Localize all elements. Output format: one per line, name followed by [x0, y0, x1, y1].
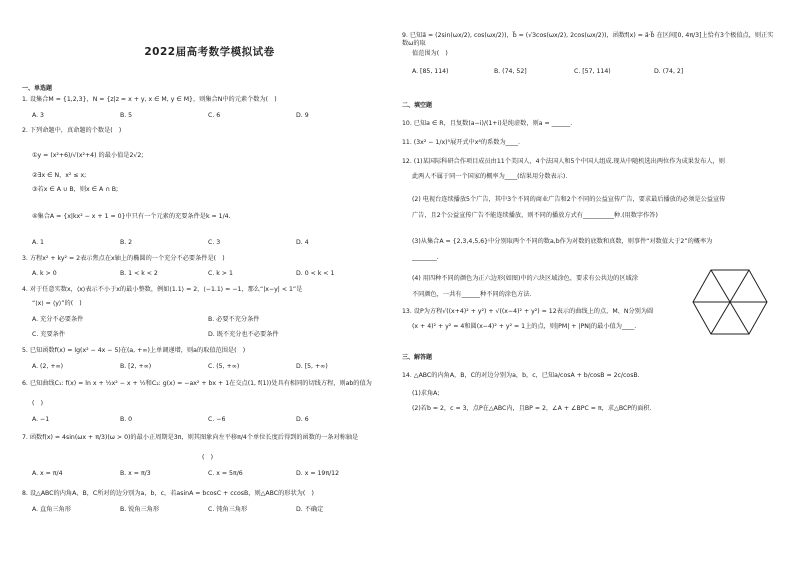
- section-fill-in: 二、填空题: [402, 102, 433, 109]
- question-12-part2: (2) 电视台连续播放5个广告，其中3个不同的商业广告和2个不同的公益宣传广告，要求最后播放的必须是公益宣传: [412, 196, 726, 203]
- question-7-cont: ( ): [202, 454, 214, 461]
- question-9: 9. 已知a⃗ = (2sin(ωx/2), cos(ωx/2))，b⃗ = (√3cos(ωx/2), 2cos(ωx/2))，函数f(x) = a⃗·b⃗ 在区间[0, 4π/3]上恰有3个极值点，则正实数ω的取: [402, 32, 774, 47]
- question-4: 4. 对于任意实数x，⟨x⟩表示不小于x的最小整数，例如⟨1.1⟩ = 2，⟨−1.1⟩ = −1，那么“|x−y| < 1”是: [22, 286, 303, 293]
- question-14: 14. △ABC的内角A，B，C的对边分别为a，b，c，已知a/cosA + b/cosB = 2c/cosB.: [402, 372, 640, 379]
- question-12-part4: (4) 用四种不同的颜色为正六边形(如图)中的六块区域涂色，要求有公共边的区域涂: [412, 275, 638, 282]
- question-12-part4-cont: 不同颜色，一共有______种不同的涂色方法.: [412, 291, 532, 298]
- question-12-part1: 12. (1)某国际科研合作项目成员由11个美国人，4个法国人和5个中国人组成.现从中随机选出两位作为成果发布人，则: [402, 158, 725, 165]
- q9-option-b: B. (74, 52]: [494, 68, 527, 75]
- q1-option-d: D. 9: [296, 112, 309, 119]
- question-12-part2-cont: 广告，且2个公益宣传广告不能连续播放，则不同的播放方式有__________种.(用数字作答): [412, 212, 658, 219]
- q5-option-c: C. (5, +∞): [208, 363, 240, 370]
- q9-option-d: D. (74, 2]: [654, 68, 684, 75]
- q2-option-c: C. 3: [208, 239, 221, 246]
- question-5: 5. 已知函数f(x) = lg(x² − 4x − 5)在(a, +∞)上单调递增，则a的取值范围是( ): [22, 347, 246, 354]
- question-7: 7. 函数f(x) = 4sin(ωx + π/3)(ω > 0)的最小正周期是3π，则其图象向左平移π/4个单位长度后得到的函数的一条对称轴是: [22, 434, 359, 441]
- question-13: 13. 设P为方程√((x+4)² + y²) + √((x−4)² + y²) = 12表示的曲线上的点，M、N分别为圆: [402, 308, 654, 315]
- question-1: 1. 设集合M = {1,2,3}，N = {z|z = x + y, x ∈ M, y ∈ M}，则集合N中的元素个数为( ): [22, 96, 277, 103]
- q8-option-b: B. 锐角三角形: [120, 506, 160, 513]
- q8-option-a: A. 直角三角形: [32, 506, 71, 513]
- q1-option-c: C. 6: [208, 112, 221, 119]
- q5-option-a: A. (2, +∞): [32, 363, 64, 370]
- q7-option-d: D. x = 19π/12: [296, 470, 340, 477]
- question-14-part2: (2)若b = 2，c = 3，点P在△ABC内，且BP = 2，∠A + ∠BPC = π，求△BCP的面积.: [412, 405, 652, 412]
- q9-option-a: A. [85, 114): [412, 68, 449, 75]
- q2-option-b: B. 2: [120, 239, 133, 246]
- question-13-cont: (x + 4)² + y² = 4和圆(x−4)² + y² = 1上的点，则|PM| + |PN|的最小值为____.: [412, 323, 637, 330]
- q6-option-d: D. 6: [296, 416, 309, 423]
- question-14-part1: (1)求角A;: [412, 390, 440, 397]
- q6-option-c: C. −6: [208, 416, 226, 423]
- q4-option-d: D. 既不充分也不必要条件: [208, 331, 279, 338]
- question-8: 8. 设△ABC的内角A，B，C所对的边分别为a，b，c，若asinA = bcosC + ccosB，则△ABC的形状为( ): [22, 490, 314, 497]
- question-3: 3. 方程x² + ky² = 2表示焦点在x轴上的椭圆的一个充分不必要条件是( ): [22, 255, 225, 262]
- section-answer: 三、解答题: [402, 354, 433, 361]
- question-4-cont: “⟨x⟩ = ⟨y⟩”的( ): [32, 300, 82, 307]
- question-12-part1-cont: 此两人不属于同一个国家的概率为____(结果用分数表示).: [412, 173, 568, 180]
- q8-option-d: D. 不确定: [296, 506, 324, 513]
- q4-option-c: C. 充要条件: [32, 331, 66, 338]
- q9-option-c: C. [57, 114): [574, 68, 611, 75]
- q5-option-b: B. [2, +∞): [120, 363, 152, 370]
- q1-option-a: A. 3: [32, 112, 44, 119]
- question-11: 11. (3x² − 1/x)⁵展开式中x⁴的系数为____.: [402, 139, 520, 146]
- q3-option-d: D. 0 < k < 1: [296, 270, 335, 277]
- q6-option-a: A. −1: [32, 416, 50, 423]
- q7-option-c: C. x = 5π/6: [208, 470, 243, 477]
- q1-option-b: B. 5: [120, 112, 133, 119]
- question-12-part3-cont: ________.: [412, 254, 439, 261]
- q4-option-b: B. 必要不充分条件: [208, 316, 260, 323]
- question-12-part3: (3)从集合A = {2,3,4,5,6}中分别取两个不同的数a,b作为对数的底数和真数，则事件“对数值大于2”的概率为: [412, 238, 713, 245]
- question-2: 2. 下列命题中，真命题的个数是( ): [22, 127, 122, 134]
- q2-statement-1: ①y = (x²+6)/√(x²+4) 的最小值是2√2;: [32, 152, 144, 159]
- q2-statement-2: ②∃x ∈ N，x² ≤ x;: [32, 172, 87, 179]
- question-6: 6. 已知曲线C₁: f(x) = ln x + ½x² − x + ½和C₂: g(x) = −ax² + bx + 1在交点(1, f(1))处具有相同的切线方程，则ab的值为: [22, 380, 372, 387]
- q2-option-d: D. 4: [296, 239, 309, 246]
- q2-statement-3: ③若x ∈ A ∪ B，则x ∈ A ∩ B;: [32, 186, 119, 193]
- q3-option-c: C. k > 1: [208, 270, 233, 277]
- q3-option-a: A. k > 0: [32, 270, 57, 277]
- q7-option-a: A. x = π/4: [32, 470, 63, 477]
- q2-statement-4: ④集合A = {x|kx² − x + 1 = 0}中只有一个元素的充要条件是k = 1/4.: [32, 213, 231, 220]
- q3-option-b: B. 1 < k < 2: [120, 270, 158, 277]
- q2-option-a: A. 1: [32, 239, 44, 246]
- question-9-cont: 值范围为( ): [412, 50, 448, 57]
- q8-option-c: C. 钝角三角形: [208, 506, 248, 513]
- page-title: 2022届高考数学模拟试卷: [144, 46, 275, 58]
- hexagon-figure: [692, 268, 768, 336]
- q6-option-b: B. 0: [120, 416, 133, 423]
- section-single-choice: 一、单选题: [22, 85, 53, 92]
- question-6-cont: ( ): [32, 400, 44, 407]
- q5-option-d: D. [5, +∞): [296, 363, 328, 370]
- q4-option-a: A. 充分不必要条件: [32, 316, 84, 323]
- question-10: 10. 已知a ∈ R，且复数(a−i)/(1+i)是纯虚数，则a = ______.: [402, 120, 573, 127]
- q7-option-b: B. x = π/3: [120, 470, 151, 477]
